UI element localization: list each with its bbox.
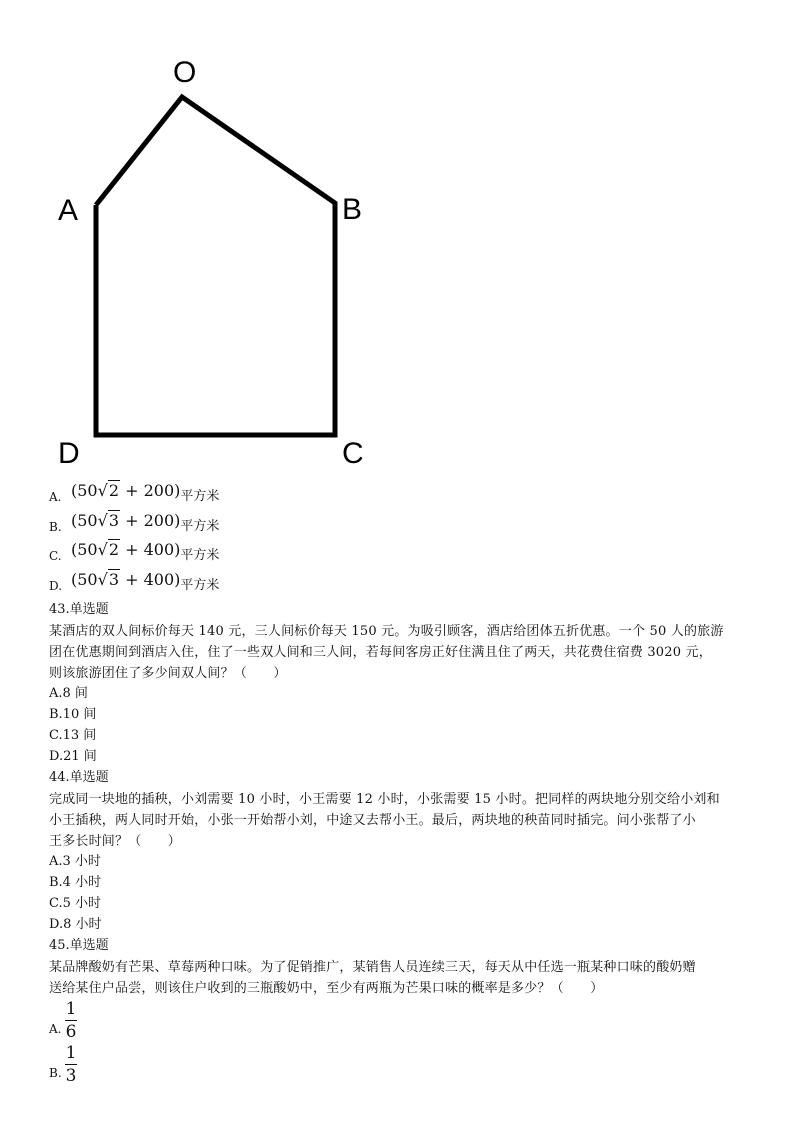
q45-stem <box>49 957 749 999</box>
option-unit: 平方米 <box>180 548 220 563</box>
q43-stem-line: 则该旅游团住了多少间双人间？（ ） <box>49 666 287 681</box>
q43-header: 43.单选题 <box>49 602 109 617</box>
fraction-denominator: 6 <box>65 1022 77 1042</box>
pentagon-figure <box>40 40 400 480</box>
vertex-label-b: B <box>342 193 363 226</box>
option-letter: B. <box>49 520 62 534</box>
option-unit: 平方米 <box>180 578 220 593</box>
q43-option-c[interactable]: C.13 间 <box>49 728 97 743</box>
option-letter: B. <box>49 1066 62 1080</box>
q43-option-b[interactable]: B.10 间 <box>49 707 97 722</box>
fraction <box>65 1044 77 1085</box>
sqrt-symbol: √3 <box>97 511 119 530</box>
q44-stem-line: 完成同一块地的插秧，小刘需要 10 小时，小王需要 12 小时，小张需要 15 小时。把同样的两块地分别交给小刘和 <box>49 792 720 807</box>
q43-option-d[interactable]: D.21 间 <box>49 749 97 764</box>
q42-option-b[interactable] <box>49 511 220 537</box>
sqrt-symbol: √2 <box>97 481 119 500</box>
fraction <box>65 1000 77 1041</box>
option-unit: 平方米 <box>180 519 220 534</box>
vertex-label-c: C <box>342 437 364 470</box>
q42-option-d[interactable] <box>49 570 220 596</box>
q44-option-a[interactable]: A.3 小时 <box>49 854 101 869</box>
vertex-label-o: O <box>173 56 197 89</box>
q43-stem <box>49 621 749 684</box>
fraction-numerator: 1 <box>65 999 77 1019</box>
option-letter: C. <box>49 549 62 563</box>
fraction-numerator: 1 <box>65 1043 77 1063</box>
q44-option-c[interactable]: C.5 小时 <box>49 896 102 911</box>
q45-option-a[interactable] <box>49 1000 109 1042</box>
q45-stem-line: 送给某住户品尝，则该住户收到的三瓶酸奶中，至少有两瓶为芒果口味的概率是多少？（ ） <box>49 981 604 996</box>
fraction-bar <box>65 1020 77 1021</box>
sqrt-symbol: √2 <box>97 540 119 559</box>
option-letter: D. <box>49 579 63 593</box>
q42-option-c[interactable] <box>49 540 220 566</box>
option-expression: (50√2 + 400) <box>71 540 181 559</box>
fraction-bar <box>65 1064 77 1065</box>
option-expression: (50√3 + 400) <box>71 570 181 589</box>
q43-stem-line: 团在优惠期间到酒店入住，住了一些双人间和三人间，若每间客房正好住满且住了两天，共花费住宿费 3020 元， <box>49 645 712 660</box>
q43-option-a[interactable]: A.8 间 <box>49 686 88 701</box>
q44-option-d[interactable]: D.8 小时 <box>49 917 102 932</box>
q42-option-a[interactable] <box>49 481 220 507</box>
option-letter: A. <box>49 1022 62 1036</box>
q45-stem-line: 某品牌酸奶有芒果、草莓两种口味。为了促销推广，某销售人员连续三天，每天从中任选一瓶某种口味的酸奶赠 <box>49 960 696 975</box>
q43-stem-line: 某酒店的双人间标价每天 140 元，三人间标价每天 150 元。为吸引顾客，酒店给团体五折优惠。一个 50 人的旅游 <box>49 624 724 639</box>
q44-option-b[interactable]: B.4 小时 <box>49 875 102 890</box>
option-expression: (50√2 + 200) <box>71 481 181 500</box>
fraction-denominator: 3 <box>65 1066 77 1086</box>
pentagon-outline <box>96 97 335 435</box>
q45-header: 45.单选题 <box>49 938 109 953</box>
q44-stem-line: 王多长时间？（ ） <box>49 834 182 849</box>
q44-stem-line: 小王插秧，两人同时开始，小张一开始帮小刘，中途又去帮小王。最后，两块地的秧苗同时插完。问小张帮了小 <box>49 813 696 828</box>
vertex-label-d: D <box>58 437 80 470</box>
option-letter: A. <box>49 490 62 504</box>
q44-stem <box>49 789 749 852</box>
q44-header: 44.单选题 <box>49 770 109 785</box>
option-unit: 平方米 <box>180 489 220 504</box>
vertex-label-a: A <box>58 194 79 227</box>
q45-option-b[interactable] <box>49 1044 109 1086</box>
option-expression: (50√3 + 200) <box>71 511 181 530</box>
sqrt-symbol: √3 <box>97 570 119 589</box>
